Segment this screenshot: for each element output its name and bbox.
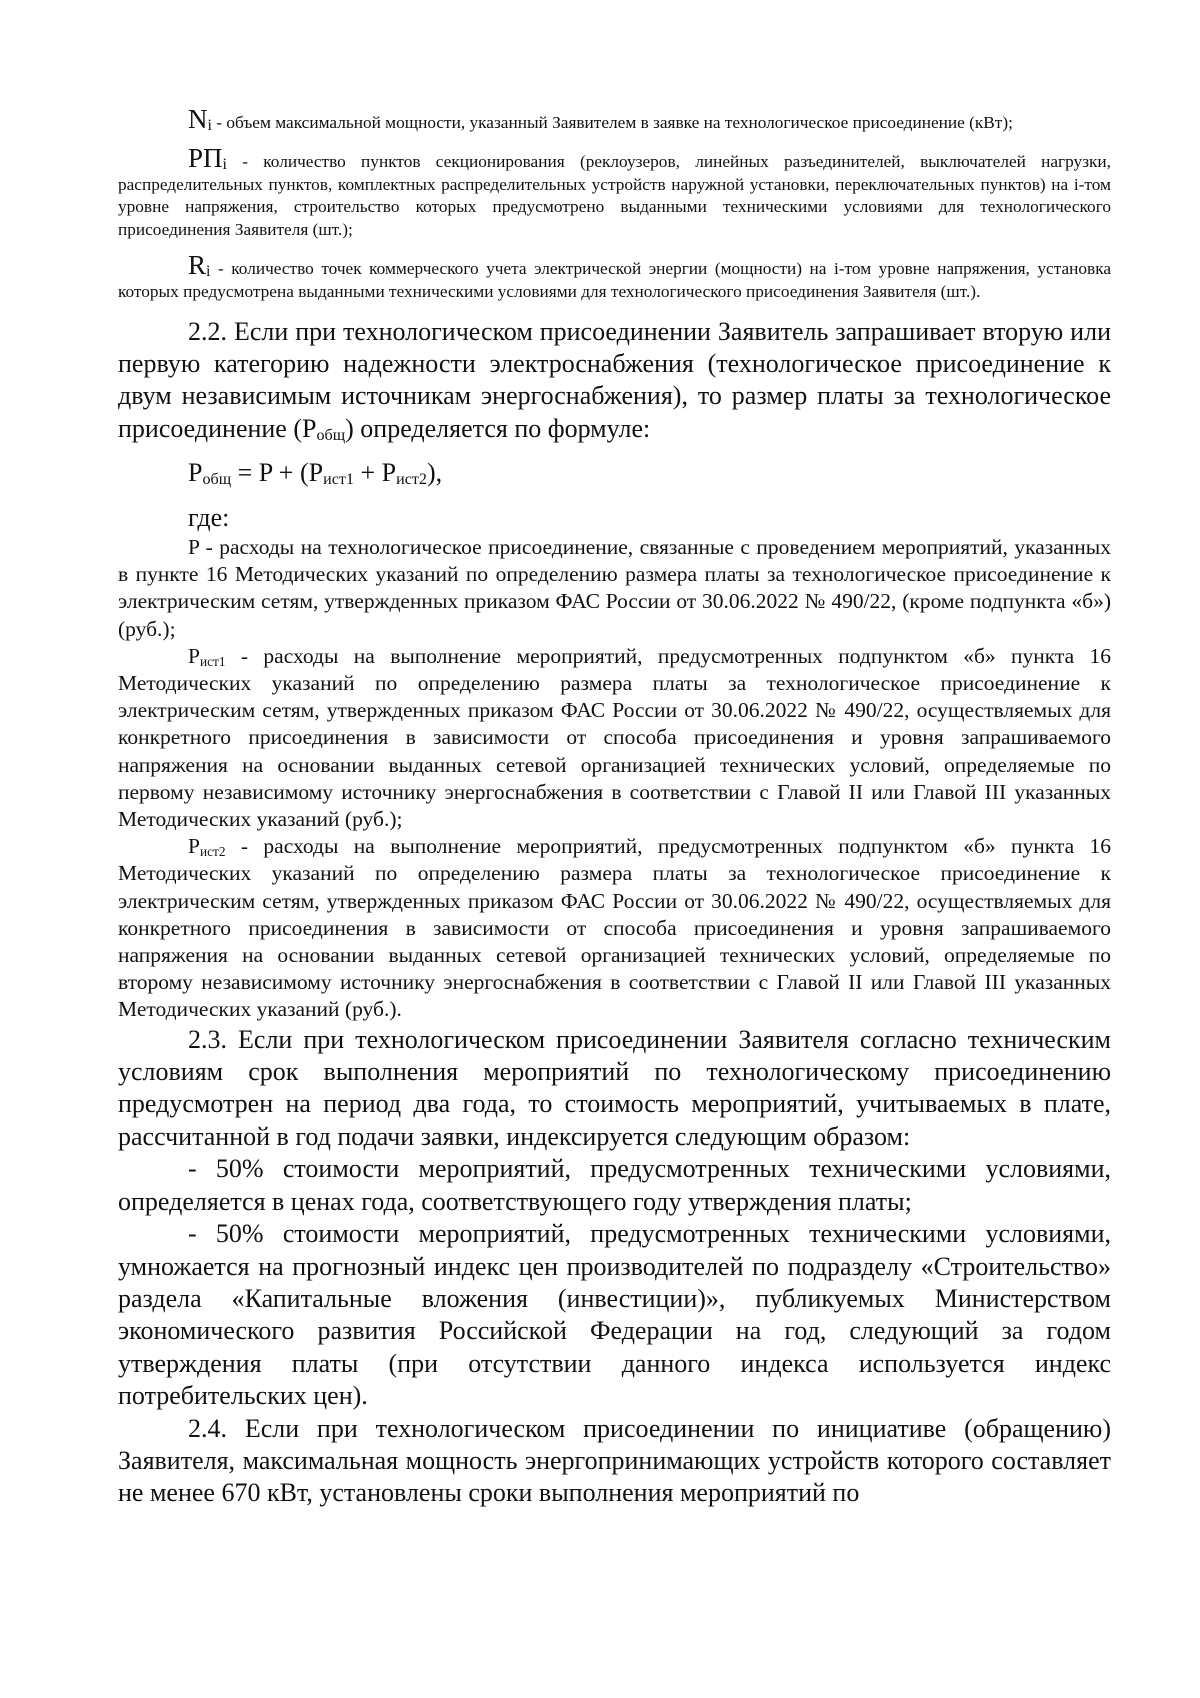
where-label: где: [188, 502, 230, 532]
paragraph-2-2: 2.2. Если при технологическом присоединении Заявитель запрашивает вторую или первую категорию надежности электроснабжения (технологическое присоединение к двум независимым источникам энергоснабжения), то размер платы за технологическое присоединение $(P_{общ})$ определяется по формуле: [118, 316, 1111, 444]
definition-rp: $РП_i$ - количество пунктов секционирования (реклоузеров, линейных разъединителей, выключателей нагрузки, распределительных пунктов, комплектных распределительных устройств наружной установки, переключательных пунктов) на i-том уровне напряжения, строительство которых предусмотрено выданными техническими условиями для технологического присоединения Заявителя (шт.); [118, 142, 1111, 240]
paragraph-2-3-item-2: - 50% стоимости мероприятий, предусмотренных техническими условиями, умножается на прогнозный индекс цен производителей по подразделу «Строительство» раздела «Капитальные вложения (инвестиции)», публикуемых Министерством экономического развития Российской Федерации на год, следующий за годом утверждения платы (при отсутствии данного индекса используется индекс потребительских цен). [118, 1219, 1111, 1411]
term-p: P - расходы на технологическое присоединение, связанные с проведением мероприятий, указанных в пункте 16 Методических указаний по определению размера платы за технологическое присоединение к электрическим сетям, утвержденных приказом ФАС России от 30.06.2022 № 490/22, (кроме подпункта «б») (руб.); [118, 535, 1111, 641]
definition-r: $R_i$ - количество точек коммерческого учета электрической энергии (мощности) на i-том уровне напряжения, установка которых предусмотрена выданными техническими условиями для технологического присоединения Заявителя (шт.). [118, 249, 1111, 301]
symbol-n: $N_i$ [188, 104, 212, 134]
term-p-source-2: $P_{ист2}$ - расходы на выполнение мероприятий, предусмотренных подпунктом «б» пункта 16 Методических указаний по определению размера платы за технологическое присоединение к электрическим сетям, утвержденных приказом ФАС России от 30.06.2022 № 490/22, осуществляемых для конкретного присоединения в зависимости от способа присоединения и уровня запрашиваемого напряжения на основании выданных сетевой организацией технических условий, определяемые по второму независимому источнику энергоснабжения в соответствии с Главой II или Главой III указанных Методических указаний (руб.). [118, 834, 1111, 1022]
term-p-source-1: $P_{ист1}$ - расходы на выполнение мероприятий, предусмотренных подпунктом «б» пункта 16 Методических указаний по определению размера платы за технологическое присоединение к электрическим сетям, утвержденных приказом ФАС России от 30.06.2022 № 490/22, осуществляемых для конкретного присоединения в зависимости от способа присоединения и уровня запрашиваемого напряжения на основании выданных сетевой организацией технических условий, определяемые по первому независимому источнику энергоснабжения в соответствии с Главой II или Главой III указанных Методических указаний (руб.); [118, 643, 1111, 832]
symbol-r: $R_i$ [188, 249, 211, 280]
symbol-rp: $РП_i$ [188, 142, 227, 173]
paragraph-2-4: 2.4. Если при технологическом присоединении по инициативе (обращению) Заявителя, максимальная мощность энергопринимающих устройств которого составляет не менее 670 кВт, установлены сроки выполнения мероприятий по [118, 1413, 1111, 1508]
formula-p-total: $P_{общ} = P + (P_{ист1} + P_{ист2})$, [188, 458, 443, 489]
definition-n: $N_i$ - объем максимальной мощности, указанный Заявителем в заявке на технологическое присоединение (кВт); [188, 104, 1013, 134]
paragraph-2-3: 2.3. Если при технологическом присоединении Заявителя согласно техническим условиям срок выполнения мероприятий по технологическому присоединению предусмотрен на период два года, то стоимость мероприятий, учитываемых в плате, рассчитанной в год подачи заявки, индексируется следующим образом: [118, 1024, 1111, 1151]
document-body [118, 104, 1111, 1510]
paragraph-2-3-item-1: - 50% стоимости мероприятий, предусмотренных техническими условиями, определяется в ценах года, соответствующего году утверждения платы; [118, 1154, 1111, 1216]
